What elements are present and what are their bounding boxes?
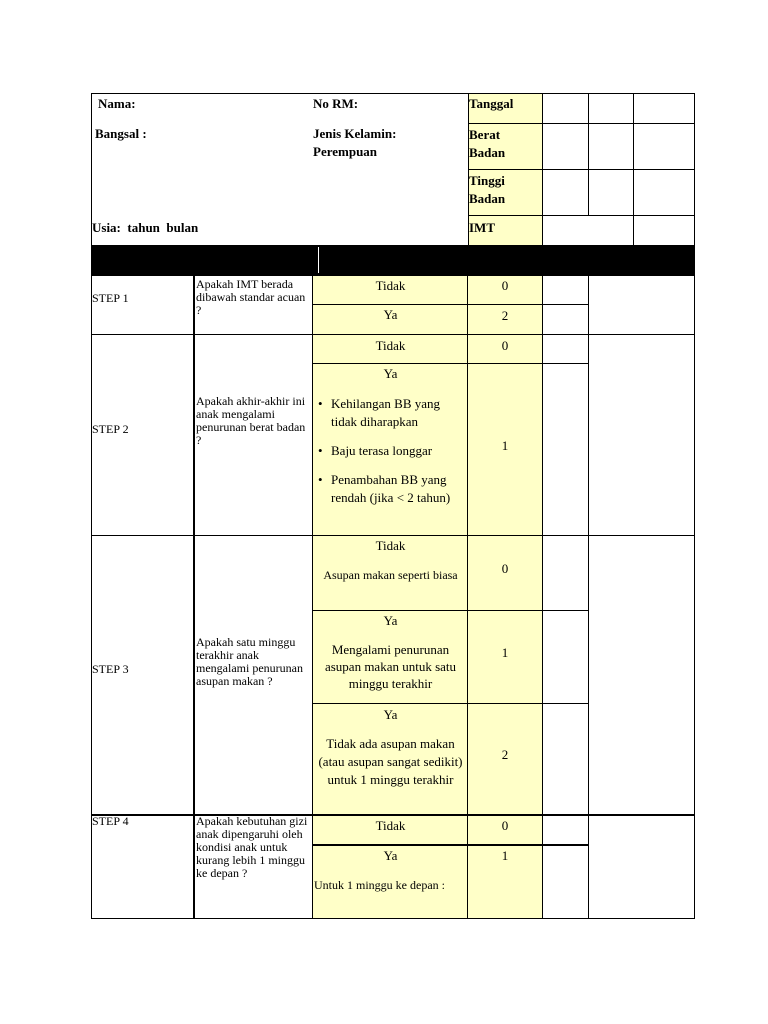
imt-label: IMT (469, 220, 495, 235)
step3-ya1: Ya (383, 613, 398, 628)
jenis-kelamin-label: Jenis Kelamin: (313, 126, 397, 141)
step4-question: Apakah kebutuhan gizi anak dipengaruhi oleh kondisi anak untuk kurang lebih 1 minggu ke depan ? (196, 814, 308, 880)
step1-ya: Ya (383, 307, 398, 322)
step2-bullet-3: • Penambahan BB yang rendah (jika < 2 tahun) (331, 471, 467, 507)
step4-tidak-score: 0 (501, 818, 509, 833)
tanggal-label: Tanggal (469, 96, 514, 111)
bangsal-label: Bangsal : (95, 126, 147, 141)
berat-badan-label: Berat Badan (469, 127, 506, 160)
nama-label: Nama: (98, 96, 136, 111)
step2-label: STEP 2 (92, 422, 129, 436)
step1-tidak-score: 0 (501, 278, 509, 293)
step3-tidak-desc: Asupan makan seperti biasa (323, 568, 458, 582)
step2-bullet-2: • Baju terasa longgar (331, 442, 467, 460)
usia-label: Usia: tahun bulan (92, 220, 199, 235)
step2-tidak-score: 0 (501, 338, 509, 353)
step2-bullet-1: • Kehilangan BB yang tidak diharapkan (331, 395, 467, 431)
step3-ya2-desc: Tidak ada asupan makan (atau asupan sangat sedikit) untuk 1 minggu terakhir (318, 736, 463, 787)
step3-ya2: Ya (383, 707, 398, 722)
step4-ya-desc: Untuk 1 minggu ke depan : (314, 878, 445, 892)
step3-tidak-score: 0 (501, 561, 509, 576)
step4-ya: Ya (383, 848, 398, 863)
step2-ya-score: 1 (501, 438, 509, 453)
step1-ya-score: 2 (501, 308, 509, 323)
step3-tidak: Tidak (375, 538, 406, 553)
step1-label: STEP 1 (92, 291, 129, 305)
step3-ya1-score: 1 (501, 645, 509, 660)
step2-tidak: Tidak (375, 338, 406, 353)
header-bar-divider (318, 247, 319, 273)
step1-question: Apakah IMT berada dibawah standar acuan ? (196, 277, 306, 317)
step4-tidak: Tidak (375, 818, 406, 833)
step1-tidak: Tidak (375, 278, 406, 293)
step2-ya: Ya (383, 366, 398, 381)
jenis-kelamin-value: Perempuan (313, 144, 378, 159)
step3-question: Apakah satu minggu terakhir anak mengalami penurunan asupan makan ? (196, 635, 303, 688)
tinggi-badan-label: Tinggi Badan (469, 173, 506, 206)
norm-label: No RM: (313, 96, 359, 111)
step3-ya1-desc: Mengalami penurunan asupan makan untuk satu minggu terakhir (324, 642, 457, 691)
step2-question: Apakah akhir-akhir ini anak mengalami penurunan berat badan ? (196, 394, 306, 447)
step3-ya2-score: 2 (501, 747, 509, 762)
step3-label: STEP 3 (92, 662, 129, 676)
step4-ya-score: 1 (501, 848, 509, 863)
section-header-bar (91, 245, 694, 275)
step4-label: STEP 4 (92, 814, 129, 828)
